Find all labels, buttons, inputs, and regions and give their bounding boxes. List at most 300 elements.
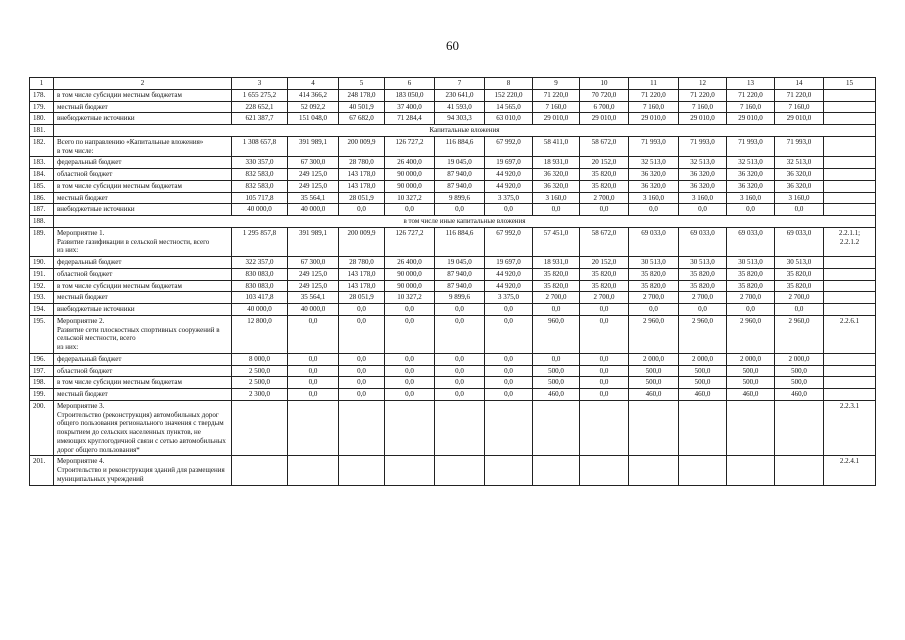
value-cell: 67 682,0	[339, 113, 385, 125]
column-header: 4	[288, 78, 339, 90]
value-cell: 0,0	[339, 389, 385, 401]
value-cell: 322 357,0	[232, 257, 288, 269]
value-cell: 0,0	[629, 204, 679, 216]
value-cell	[775, 400, 824, 456]
value-cell: 32 513,0	[775, 157, 824, 169]
code-cell: 2.2.3.1	[824, 400, 876, 456]
value-cell: 500,0	[629, 365, 679, 377]
row-label: местный бюджет	[54, 292, 232, 304]
value-cell	[533, 400, 580, 456]
value-cell: 2 960,0	[629, 315, 679, 353]
value-cell: 460,0	[629, 389, 679, 401]
value-cell: 29 010,0	[775, 113, 824, 125]
code-cell	[824, 389, 876, 401]
value-cell: 29 010,0	[679, 113, 727, 125]
value-cell: 32 513,0	[629, 157, 679, 169]
value-cell: 20 152,0	[580, 257, 629, 269]
row-label: в том числе субсидии местным бюджетам	[54, 180, 232, 192]
value-cell: 2 000,0	[727, 353, 775, 365]
value-cell: 67 992,0	[485, 227, 533, 256]
value-cell: 0,0	[533, 353, 580, 365]
row-number: 180.	[30, 113, 54, 125]
value-cell: 18 931,0	[533, 157, 580, 169]
row-label: местный бюджет	[54, 389, 232, 401]
value-cell: 35 820,0	[775, 268, 824, 280]
table-row	[30, 204, 876, 216]
row-number: 181.	[30, 125, 54, 137]
table-row	[30, 227, 876, 256]
value-cell: 87 940,0	[435, 180, 485, 192]
value-cell	[232, 456, 288, 485]
code-cell	[824, 353, 876, 365]
code-cell	[824, 169, 876, 181]
value-cell: 0,0	[485, 353, 533, 365]
row-label: в том числе субсидии местным бюджетам	[54, 377, 232, 389]
row-label: областной бюджет	[54, 268, 232, 280]
value-cell: 2 700,0	[775, 292, 824, 304]
value-cell: 330 357,0	[232, 157, 288, 169]
value-cell: 69 033,0	[727, 227, 775, 256]
value-cell: 3 160,0	[679, 192, 727, 204]
value-cell: 116 884,6	[435, 136, 485, 157]
value-cell: 2 300,0	[232, 389, 288, 401]
value-cell: 0,0	[775, 204, 824, 216]
value-cell: 0,0	[385, 389, 435, 401]
value-cell: 249 125,0	[288, 180, 339, 192]
value-cell	[727, 400, 775, 456]
value-cell: 832 583,0	[232, 180, 288, 192]
row-number: 194.	[30, 304, 54, 316]
code-cell	[824, 365, 876, 377]
value-cell: 3 160,0	[629, 192, 679, 204]
value-cell	[679, 400, 727, 456]
row-number: 192.	[30, 280, 54, 292]
value-cell	[435, 400, 485, 456]
row-number: 195.	[30, 315, 54, 353]
value-cell: 2 700,0	[533, 292, 580, 304]
value-cell: 1 655 275,2	[232, 89, 288, 101]
value-cell: 2 700,0	[727, 292, 775, 304]
value-cell: 26 400,0	[385, 257, 435, 269]
value-cell	[580, 400, 629, 456]
value-cell: 3 160,0	[727, 192, 775, 204]
value-cell	[435, 456, 485, 485]
row-number: 196.	[30, 353, 54, 365]
value-cell: 19 045,0	[435, 257, 485, 269]
value-cell: 0,0	[485, 315, 533, 353]
row-label: внебюджетные источники	[54, 204, 232, 216]
value-cell: 460,0	[775, 389, 824, 401]
value-cell: 35 564,1	[288, 292, 339, 304]
value-cell: 1 295 857,8	[232, 227, 288, 256]
value-cell: 8 000,0	[232, 353, 288, 365]
code-cell	[824, 113, 876, 125]
value-cell: 460,0	[727, 389, 775, 401]
value-cell	[533, 456, 580, 485]
value-cell: 116 884,6	[435, 227, 485, 256]
value-cell: 71 993,0	[727, 136, 775, 157]
value-cell: 0,0	[288, 377, 339, 389]
row-label: местный бюджет	[54, 101, 232, 113]
column-header: 1	[30, 78, 54, 90]
value-cell: 36 320,0	[679, 180, 727, 192]
row-number: 189.	[30, 227, 54, 256]
code-cell: 2.2.6.1	[824, 315, 876, 353]
column-header: 10	[580, 78, 629, 90]
value-cell: 28 780,0	[339, 157, 385, 169]
value-cell: 90 000,0	[385, 268, 435, 280]
column-header: 9	[533, 78, 580, 90]
value-cell	[775, 456, 824, 485]
value-cell: 2 700,0	[679, 292, 727, 304]
value-cell: 44 920,0	[485, 180, 533, 192]
value-cell: 0,0	[288, 315, 339, 353]
row-number: 198.	[30, 377, 54, 389]
value-cell: 35 820,0	[679, 280, 727, 292]
value-cell: 40 000,0	[288, 204, 339, 216]
table-row	[30, 315, 876, 353]
value-cell: 35 820,0	[727, 268, 775, 280]
value-cell: 87 940,0	[435, 169, 485, 181]
row-label: Мероприятие 4. Строительство и реконструкция зданий для размещения муниципальных учреждений	[54, 456, 232, 485]
value-cell: 0,0	[339, 204, 385, 216]
value-cell	[339, 400, 385, 456]
value-cell: 90 000,0	[385, 180, 435, 192]
value-cell: 41 593,0	[435, 101, 485, 113]
value-cell: 830 083,0	[232, 268, 288, 280]
value-cell: 500,0	[629, 377, 679, 389]
row-number: 182.	[30, 136, 54, 157]
value-cell: 35 820,0	[629, 280, 679, 292]
value-cell: 36 320,0	[727, 180, 775, 192]
row-label: федеральный бюджет	[54, 157, 232, 169]
value-cell: 10 327,2	[385, 292, 435, 304]
value-cell: 19 697,0	[485, 157, 533, 169]
code-cell	[824, 136, 876, 157]
table-row	[30, 136, 876, 157]
value-cell: 71 220,0	[533, 89, 580, 101]
code-cell	[824, 304, 876, 316]
value-cell: 103 417,8	[232, 292, 288, 304]
value-cell: 0,0	[385, 204, 435, 216]
value-cell: 2 960,0	[727, 315, 775, 353]
value-cell: 2 960,0	[775, 315, 824, 353]
value-cell: 151 048,0	[288, 113, 339, 125]
value-cell: 28 051,9	[339, 292, 385, 304]
value-cell: 70 720,0	[580, 89, 629, 101]
value-cell: 500,0	[775, 365, 824, 377]
value-cell: 0,0	[435, 204, 485, 216]
value-cell: 32 513,0	[727, 157, 775, 169]
row-label: областной бюджет	[54, 365, 232, 377]
column-header: 8	[485, 78, 533, 90]
value-cell: 10 327,2	[385, 192, 435, 204]
value-cell: 35 820,0	[679, 268, 727, 280]
value-cell: 20 152,0	[580, 157, 629, 169]
table-row	[30, 180, 876, 192]
column-header: 7	[435, 78, 485, 90]
value-cell: 152 220,0	[485, 89, 533, 101]
value-cell: 2 500,0	[232, 365, 288, 377]
value-cell: 36 320,0	[533, 180, 580, 192]
value-cell: 126 727,2	[385, 136, 435, 157]
row-label: федеральный бюджет	[54, 257, 232, 269]
code-cell: 2.2.4.1	[824, 456, 876, 485]
value-cell: 0,0	[727, 304, 775, 316]
table-row	[30, 292, 876, 304]
value-cell	[485, 456, 533, 485]
value-cell: 0,0	[485, 389, 533, 401]
value-cell: 28 051,9	[339, 192, 385, 204]
table-row	[30, 280, 876, 292]
value-cell: 248 178,0	[339, 89, 385, 101]
value-cell: 35 820,0	[775, 280, 824, 292]
code-cell	[824, 257, 876, 269]
section-title: в том числе иные капитальные вложения	[54, 216, 876, 228]
column-header: 14	[775, 78, 824, 90]
column-header: 6	[385, 78, 435, 90]
row-number: 184.	[30, 169, 54, 181]
value-cell: 0,0	[435, 353, 485, 365]
value-cell: 36 320,0	[727, 169, 775, 181]
table-header-row	[30, 78, 876, 90]
value-cell: 35 820,0	[533, 268, 580, 280]
value-cell: 3 375,0	[485, 292, 533, 304]
budget-table	[29, 77, 876, 486]
column-header: 3	[232, 78, 288, 90]
value-cell: 63 010,0	[485, 113, 533, 125]
value-cell	[629, 400, 679, 456]
value-cell	[485, 400, 533, 456]
column-header: 15	[824, 78, 876, 90]
value-cell: 57 451,0	[533, 227, 580, 256]
value-cell: 0,0	[385, 377, 435, 389]
row-label: федеральный бюджет	[54, 353, 232, 365]
value-cell: 0,0	[533, 204, 580, 216]
row-label: Мероприятие 2. Развитие сети плоскостных спортивных сооружений в сельской местности, всего из них:	[54, 315, 232, 353]
value-cell: 0,0	[679, 304, 727, 316]
value-cell: 40 000,0	[288, 304, 339, 316]
value-cell: 36 320,0	[775, 169, 824, 181]
value-cell: 35 820,0	[580, 280, 629, 292]
value-cell: 14 565,0	[485, 101, 533, 113]
value-cell: 67 992,0	[485, 136, 533, 157]
row-number: 183.	[30, 157, 54, 169]
section-row	[30, 216, 876, 228]
value-cell: 35 820,0	[727, 280, 775, 292]
value-cell: 200 009,9	[339, 227, 385, 256]
row-number: 193.	[30, 292, 54, 304]
value-cell: 249 125,0	[288, 280, 339, 292]
table-row	[30, 456, 876, 485]
table-row	[30, 157, 876, 169]
value-cell: 0,0	[288, 353, 339, 365]
row-number: 197.	[30, 365, 54, 377]
value-cell: 36 320,0	[775, 180, 824, 192]
value-cell: 29 010,0	[580, 113, 629, 125]
value-cell: 0,0	[580, 315, 629, 353]
value-cell: 0,0	[435, 377, 485, 389]
value-cell: 36 320,0	[679, 169, 727, 181]
value-cell: 143 178,0	[339, 169, 385, 181]
value-cell: 126 727,2	[385, 227, 435, 256]
value-cell: 90 000,0	[385, 169, 435, 181]
row-label: внебюджетные источники	[54, 113, 232, 125]
value-cell: 0,0	[385, 304, 435, 316]
value-cell: 2 500,0	[232, 377, 288, 389]
value-cell: 0,0	[533, 304, 580, 316]
value-cell: 71 220,0	[775, 89, 824, 101]
value-cell: 0,0	[385, 315, 435, 353]
value-cell: 228 652,1	[232, 101, 288, 113]
code-cell	[824, 192, 876, 204]
value-cell: 29 010,0	[727, 113, 775, 125]
value-cell: 2 000,0	[679, 353, 727, 365]
value-cell	[629, 456, 679, 485]
code-cell	[824, 292, 876, 304]
value-cell: 249 125,0	[288, 268, 339, 280]
value-cell: 3 160,0	[775, 192, 824, 204]
value-cell: 36 320,0	[629, 180, 679, 192]
page-number: 60	[446, 38, 459, 53]
value-cell: 30 513,0	[679, 257, 727, 269]
value-cell	[580, 456, 629, 485]
value-cell: 69 033,0	[629, 227, 679, 256]
value-cell: 30 513,0	[727, 257, 775, 269]
value-cell: 830 083,0	[232, 280, 288, 292]
value-cell: 0,0	[485, 377, 533, 389]
column-header: 11	[629, 78, 679, 90]
value-cell: 7 160,0	[629, 101, 679, 113]
value-cell: 0,0	[385, 353, 435, 365]
value-cell: 0,0	[339, 304, 385, 316]
value-cell: 3 160,0	[533, 192, 580, 204]
value-cell: 500,0	[533, 365, 580, 377]
value-cell: 0,0	[775, 304, 824, 316]
value-cell: 0,0	[385, 365, 435, 377]
value-cell: 52 092,2	[288, 101, 339, 113]
value-cell: 143 178,0	[339, 280, 385, 292]
value-cell: 0,0	[679, 204, 727, 216]
value-cell: 500,0	[727, 365, 775, 377]
value-cell: 71 993,0	[775, 136, 824, 157]
value-cell: 87 940,0	[435, 268, 485, 280]
value-cell: 2 700,0	[580, 192, 629, 204]
table-row	[30, 101, 876, 113]
column-header: 13	[727, 78, 775, 90]
table-row	[30, 365, 876, 377]
value-cell: 71 220,0	[679, 89, 727, 101]
value-cell: 0,0	[435, 304, 485, 316]
section-row	[30, 125, 876, 137]
column-header: 2	[54, 78, 232, 90]
value-cell: 500,0	[727, 377, 775, 389]
code-cell: 2.2.1.1; 2.2.1.2	[824, 227, 876, 256]
value-cell: 500,0	[679, 365, 727, 377]
value-cell	[288, 400, 339, 456]
row-label: Мероприятие 1. Развитие газификации в сельской местности, всего из них:	[54, 227, 232, 256]
value-cell: 832 583,0	[232, 169, 288, 181]
value-cell: 36 320,0	[629, 169, 679, 181]
value-cell: 0,0	[580, 365, 629, 377]
table-row	[30, 353, 876, 365]
value-cell: 0,0	[580, 389, 629, 401]
value-cell: 500,0	[775, 377, 824, 389]
value-cell: 183 050,0	[385, 89, 435, 101]
value-cell: 460,0	[679, 389, 727, 401]
table-row	[30, 304, 876, 316]
value-cell: 0,0	[435, 365, 485, 377]
value-cell: 28 780,0	[339, 257, 385, 269]
value-cell: 35 820,0	[580, 268, 629, 280]
value-cell: 90 000,0	[385, 280, 435, 292]
row-number: 187.	[30, 204, 54, 216]
value-cell: 2 000,0	[775, 353, 824, 365]
value-cell: 0,0	[727, 204, 775, 216]
value-cell: 391 989,1	[288, 227, 339, 256]
row-label: Всего по направлению «Капитальные вложения» в том числе:	[54, 136, 232, 157]
value-cell: 960,0	[533, 315, 580, 353]
value-cell: 26 400,0	[385, 157, 435, 169]
value-cell: 460,0	[533, 389, 580, 401]
value-cell: 9 899,6	[435, 192, 485, 204]
table-row	[30, 192, 876, 204]
value-cell: 1 308 657,8	[232, 136, 288, 157]
code-cell	[824, 280, 876, 292]
row-number: 179.	[30, 101, 54, 113]
value-cell: 19 045,0	[435, 157, 485, 169]
value-cell: 19 697,0	[485, 257, 533, 269]
code-cell	[824, 157, 876, 169]
value-cell: 7 160,0	[533, 101, 580, 113]
value-cell: 0,0	[288, 389, 339, 401]
value-cell: 414 366,2	[288, 89, 339, 101]
value-cell: 12 800,0	[232, 315, 288, 353]
value-cell: 0,0	[288, 365, 339, 377]
value-cell: 0,0	[435, 389, 485, 401]
code-cell	[824, 101, 876, 113]
value-cell: 40 000,0	[232, 304, 288, 316]
table-row	[30, 268, 876, 280]
table-row	[30, 169, 876, 181]
row-label: местный бюджет	[54, 192, 232, 204]
value-cell: 71 993,0	[629, 136, 679, 157]
row-number: 200.	[30, 400, 54, 456]
value-cell: 391 989,1	[288, 136, 339, 157]
row-label: в том числе субсидии местным бюджетам	[54, 280, 232, 292]
value-cell: 35 820,0	[533, 280, 580, 292]
value-cell: 7 160,0	[775, 101, 824, 113]
row-number: 191.	[30, 268, 54, 280]
value-cell: 30 513,0	[775, 257, 824, 269]
row-number: 178.	[30, 89, 54, 101]
value-cell: 500,0	[679, 377, 727, 389]
value-cell: 0,0	[485, 365, 533, 377]
value-cell: 0,0	[339, 353, 385, 365]
value-cell: 2 960,0	[679, 315, 727, 353]
value-cell	[727, 456, 775, 485]
value-cell: 18 931,0	[533, 257, 580, 269]
value-cell: 7 160,0	[727, 101, 775, 113]
value-cell: 621 387,7	[232, 113, 288, 125]
code-cell	[824, 180, 876, 192]
value-cell: 35 820,0	[629, 268, 679, 280]
value-cell: 0,0	[580, 353, 629, 365]
value-cell	[679, 456, 727, 485]
code-cell	[824, 204, 876, 216]
value-cell: 35 820,0	[580, 180, 629, 192]
value-cell: 71 993,0	[679, 136, 727, 157]
